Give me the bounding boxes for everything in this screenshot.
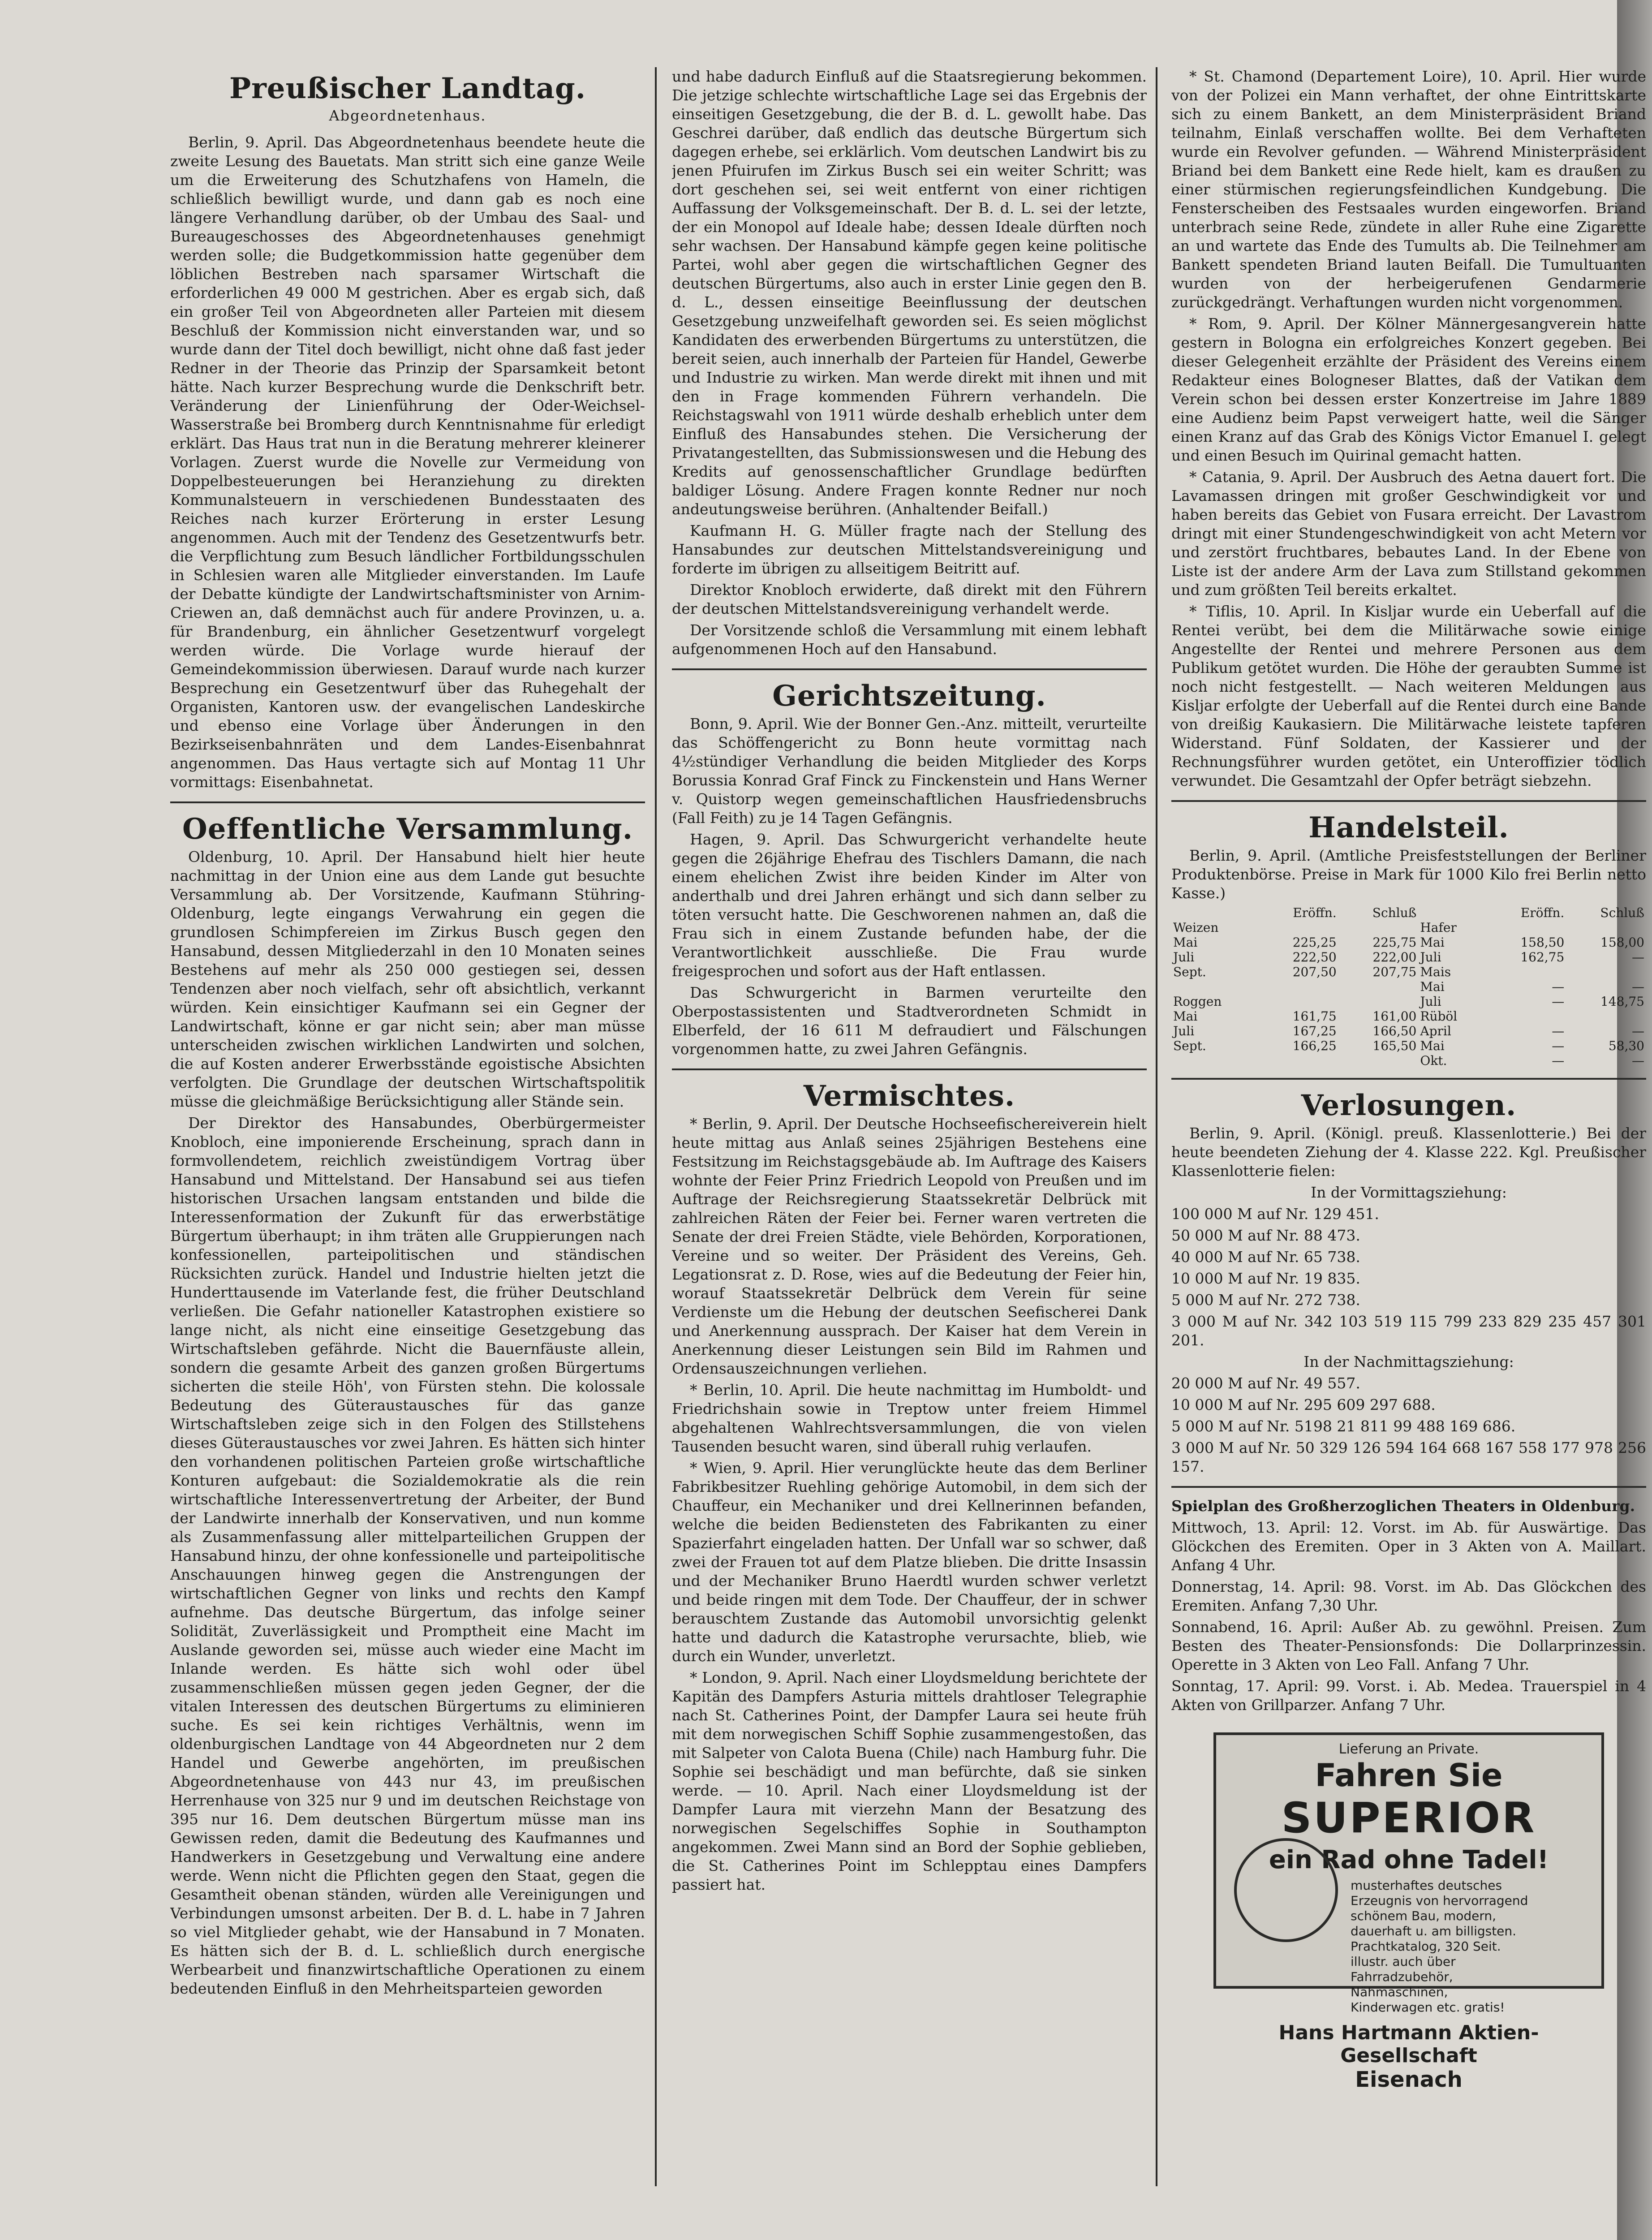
section-rule xyxy=(1171,1078,1646,1080)
price-table-header xyxy=(1171,905,1646,920)
price-cell xyxy=(1259,979,1338,994)
list-item: Sonnabend, 16. April: Außer Ab. zu gewöhnl. Preisen. Zum Besten des Theater-Pensionsfonds: Die Dollarprinzessin. Operette in 3 Akten von Leo Fall. Anfang 7 Uhr. xyxy=(1171,1618,1646,1673)
news-paragraph: * St. Chamond (Departement Loire), 10. April. Hier wurde von der Polizei ein Mann verhaftet, der ohne Eintrittskarte sich zu einem Bankett, an dem Ministerpräsident Briand teilnahm, Einlaß verschaffen wollte. Bei dem Verhafteten wurde ein Revolver gefunden. — Während Ministerpräsident Briand bei dem Bankett eine Rede hielt, kam es draußen zu einer stürmischen regierungsfeindlichen Kundgebung. Die Fensterscheiben des Festsaales wurden eingeworfen. Briand unterbrach seine Rede, zündete in aller Ruhe eine Zigarette an und wartete das Ende des Tumults ab. Die Teilnehmer am Bankett spendeten Briand lauten Beifall. Die Tumultuanten wurden von der herbeigerufenen Gendarmerie zurückgedrängt. Verhaftungen wurden nicht vorgenommen. xyxy=(1171,68,1646,311)
list-item: 40 000 M auf Nr. 65 738. xyxy=(1171,1248,1360,1266)
price-cell xyxy=(1487,920,1566,935)
ad-slogan: ein Rad ohne Tadel! xyxy=(1269,1845,1549,1874)
ad-company: Hans Hartmann Aktien-Gesellschaft xyxy=(1278,2021,1539,2067)
price-cell: Mai xyxy=(1420,979,1445,994)
spielplan-heading: Spielplan des Großherzoglichen Theaters in Oldenburg. xyxy=(1171,1497,1635,1515)
table-row xyxy=(1171,965,1646,979)
price-table-header-cell xyxy=(1171,905,1259,920)
verlosungen-intro: Berlin, 9. April. (Königl. preuß. Klassenlotterie.) Bei der heute beendeten Ziehung der 4. Klasse 222. Kgl. Preußischer Klassenlotterie fielen: xyxy=(1171,1124,1646,1180)
price-cell: 167,25 xyxy=(1292,1024,1337,1038)
price-table-header-cell: Eröffn. xyxy=(1520,905,1565,920)
list-item: 3 000 M auf Nr. 342 103 519 115 799 233 829 235 457 301 201. xyxy=(1171,1313,1646,1349)
price-cell xyxy=(1338,920,1419,935)
table-row xyxy=(1171,1009,1646,1024)
price-cell: 158,00 xyxy=(1600,935,1644,950)
table-row xyxy=(1171,935,1646,950)
section-rule xyxy=(672,1068,1147,1070)
price-cell: 207,75 xyxy=(1372,965,1417,979)
price-cell xyxy=(1566,920,1646,935)
price-cell: 165,50 xyxy=(1372,1038,1417,1053)
price-table-header-cell: Eröffn. xyxy=(1293,905,1337,920)
ad-body: musterhaftes deutsches Erzeugnis von hervorragend schönem Bau, modern, dauerhaft u. am billigsten. Prachtkatalog, 320 Seit. illustr. auch über Fahrradzubehör, Nähmaschinen, Kinderwagen etc. gratis! xyxy=(1351,1878,1528,2015)
ad-fahren: Fahren Sie xyxy=(1315,1757,1503,1794)
ad-brand: SUPERIOR xyxy=(1281,1794,1536,1843)
price-cell: Juli xyxy=(1420,950,1441,965)
price-cell: Juli xyxy=(1420,994,1441,1009)
price-cell: 166,25 xyxy=(1292,1038,1337,1053)
price-cell: 222,50 xyxy=(1292,950,1337,965)
price-cell: 158,50 xyxy=(1520,935,1565,950)
table-row xyxy=(1171,920,1646,935)
spielplan-list xyxy=(1171,1518,1646,1714)
vermischtes-heading: Vermischtes. xyxy=(803,1079,1015,1113)
gericht-heading: Gerichtszeitung. xyxy=(772,679,1046,713)
list-item: 100 000 M auf Nr. 129 451. xyxy=(1171,1205,1379,1223)
price-cell: 222,00 xyxy=(1372,950,1417,965)
price-cell: 58,30 xyxy=(1608,1038,1644,1053)
price-table xyxy=(1171,905,1646,1068)
price-cell: April xyxy=(1420,1024,1451,1038)
price-table-header-cell: Schluß xyxy=(1372,905,1417,920)
price-cell: 162,75 xyxy=(1520,950,1565,965)
price-cell xyxy=(1259,1053,1338,1068)
price-cell: Hafer xyxy=(1420,920,1457,935)
list-item: 20 000 M auf Nr. 49 557. xyxy=(1171,1374,1360,1392)
price-cell xyxy=(1171,979,1259,994)
price-cell: Mai xyxy=(1173,935,1198,950)
ad-top-line: Lieferung an Private. xyxy=(1338,1741,1479,1757)
versammlung-paragraph: Direktor Knobloch erwiderte, daß direkt mit den Führern der deutschen Mittelstandsvereinigung verhandelt werde. xyxy=(672,581,1147,617)
verlosungen-heading: Verlosungen. xyxy=(1301,1089,1517,1122)
section-rule xyxy=(1171,1486,1646,1488)
price-cell: Sept. xyxy=(1173,965,1206,979)
table-row xyxy=(1171,950,1646,965)
list-item: 10 000 M auf Nr. 19 835. xyxy=(1171,1270,1360,1287)
price-cell: — xyxy=(1632,950,1644,965)
vermischtes-paragraph: * Wien, 9. April. Hier verunglückte heute das dem Berliner Fabrikbesitzer Ruehling gehörige Automobil, in dem sich der Chauffeur, ein Mechaniker und drei Kellnerinnen befanden, welche die beiden Bediensteten des Fabrikanten zu einer Spazierfahrt eingeladen hatten. Der Unfall war so schwer, daß zwei der Frauen tot auf dem Platze blieben. Die dritte Insassin und der Mechaniker Bruno Haerdtl wurden schwer verletzt und beide ringen mit dem Tode. Der Chauffeur, der in schwer berauschtem Zustande das Automobil unvorsichtig gelenkt hatte und dadurch die Katastrophe verursachte, blieb, wie durch ein Wunder, unverletzt. xyxy=(672,1459,1147,1665)
price-cell xyxy=(1487,1009,1566,1024)
price-cell xyxy=(1487,965,1566,979)
price-cell: — xyxy=(1632,1053,1644,1068)
list-item: 10 000 M auf Nr. 295 609 297 688. xyxy=(1171,1396,1436,1413)
price-cell xyxy=(1338,994,1419,1009)
price-cell: — xyxy=(1552,1038,1565,1053)
column-1 xyxy=(170,67,645,2213)
list-item: 5 000 M auf Nr. 272 738. xyxy=(1171,1291,1360,1309)
gericht-paragraph: Bonn, 9. April. Wie der Bonner Gen.-Anz. mitteilt, verurteilte das Schöffengericht zu Bonn heute vormittag nach 4½stündiger Verhandlung die beiden Mitglieder des Korps Borussia Konrad Graf Finck zu Finckenstein und Hans Werner v. Quistorp wegen gemeinschaftlichen Hausfriedensbruchs (Fall Feith) zu je 14 Tagen Gefängnis. xyxy=(672,715,1147,827)
vermischtes-paragraph: * London, 9. April. Nach einer Lloydsmeldung berichtete der Kapitän des Dampfers Asturia mittels drahtloser Telegraphie nach St. Catherines Point, der Dampfer Laura sei heute früh mit dem norwegischen Schiff Sophie zusammengestoßen, das mit Salpeter von Calota Buena (Chile) nach Hamburg fuhr. Die Sophie sei beschädigt und man befürchte, daß sie sinken werde. — 10. April. Nach einer Lloydsmeldung ist der Dampfer Laura mit vierzehn Mann der Besatzung des norwegischen Segelschiffes Sophie in Southampton angekommen. Zwei Mann sind an Bord der Sophie geblieben, die St. Catherines Point im Schlepptau eines Dampfers passiert hat. xyxy=(672,1669,1147,1893)
table-row xyxy=(1171,1038,1646,1053)
section-rule xyxy=(1171,800,1646,802)
column-rule-1 xyxy=(655,67,657,2186)
list-item: Donnerstag, 14. April: 98. Vorst. im Ab. Das Glöckchen des Eremiten. Anfang 7,30 Uhr. xyxy=(1171,1578,1646,1614)
list-item: Sonntag, 17. April: 99. Vorst. i. Ab. Medea. Trauerspiel in 4 Akten von Grillparzer. Anfang 7 Uhr. xyxy=(1171,1677,1646,1714)
versammlung-paragraph: Oldenburg, 10. April. Der Hansabund hielt hier heute nachmittag in der Union eine aus dem Lande gut besuchte Versammlung ab. Der Vorsitzende, Kaufmann Stühring-Oldenburg, legte eingangs Verwahrung ein gegen die grundlosen Schimpfereien im Zirkus Busch gegen den Hansabund, dessen Mitgliederzahl in den 10 Monaten seines Bestehens auf mehr als 250 000 gestiegen sei, dessen Tendenzen aber noch vielfach, sehr oft absichtlich, verkannt würden. Kein einsichtiger Kaufmann sei ein Gegner der Landwirtschaft, könne er gar nicht sein; aber man müsse unterscheiden zwischen wirklichen Landwirten und solchen, die auf Kosten anderer Erwerbsstände egoistische Absichten verfolgten. Die Grundlage der deutschen Wirtschaftspolitik müsse die gleichmäßige Berücksichtigung aller Stände sein. xyxy=(170,848,645,1110)
versammlung-paragraph: Kaufmann H. G. Müller fragte nach der Stellung des Hansabundes zur deutschen Mittelstandsvereinigung und forderte im übrigen zu allseitigem Beitritt auf. xyxy=(672,522,1147,577)
vermischtes-paragraph: * Berlin, 10. April. Die heute nachmittag im Humboldt- und Friedrichshain sowie in Treptow unter freiem Himmel abgehaltenen Wahlrechtsversammlungen, die von vielen Tausenden besucht waren, sind überall ruhig verlaufen. xyxy=(672,1381,1147,1455)
price-cell: Rüböl xyxy=(1420,1009,1458,1024)
news-paragraph: * Tiflis, 10. April. In Kisljar wurde ein Ueberfall auf die Rentei verübt, bei dem die Militärwache sowie einige Angestellte der Rentei und mehrere Personen aus dem Publikum getötet wurden. Die Höhe der geraubten Summe ist noch nicht festgestellt. — Nach weiteren Meldungen aus Kisljar erfolgte der Ueberfall auf die Rentei durch eine Bande von dreißig Kaukasiern. Die Militärwache leistete tapferen Widerstand. Fünf Soldaten, der Kassierer und der Rechnungsführer wurden getötet, ein Unteroffizier tödlich verwundet. Die Gesamtzahl der Opfer beträgt siebzehn. xyxy=(1171,603,1646,789)
price-cell: — xyxy=(1632,1024,1644,1038)
verlosungen-list xyxy=(1171,1183,1646,1476)
price-cell xyxy=(1259,994,1338,1009)
price-cell xyxy=(1566,965,1646,979)
versammlung-heading: Oeffentliche Versammlung. xyxy=(182,812,633,846)
price-cell: Sept. xyxy=(1173,1038,1206,1053)
price-cell: Juli xyxy=(1173,950,1195,965)
price-cell: — xyxy=(1552,1024,1565,1038)
price-cell: 207,50 xyxy=(1292,965,1337,979)
section-rule xyxy=(170,801,645,803)
price-cell: Mai xyxy=(1173,1009,1198,1024)
column-2 xyxy=(672,67,1147,2213)
list-item: Mittwoch, 13. April: 12. Vorst. im Ab. für Auswärtige. Das Glöckchen des Eremiten. Oper in 3 Akten von A. Maillart. Anfang 4 Uhr. xyxy=(1171,1519,1646,1574)
ad-city: Eisenach xyxy=(1355,2067,1463,2092)
gericht-paragraph: Das Schwurgericht in Barmen verurteilte den Oberpostassistenten und Stadtverordneten Schmidt in Elberfeld, der 16 611 M defraudiert und Fälschungen vorgenommen hatte, zu zwei Jahren Gefängnis. xyxy=(672,984,1147,1058)
price-cell: Mai xyxy=(1420,935,1445,950)
price-cell: — xyxy=(1552,979,1565,994)
bicycle-wheel-icon xyxy=(1234,1838,1338,1942)
price-cell xyxy=(1338,979,1419,994)
versammlung-paragraph: Der Direktor des Hansabundes, Oberbürgermeister Knobloch, eine imponierende Erscheinung, sprach dann in formvollendetem, reichlich zweistündigem Vortrag über Hansabund und Mittelstand. Der Hansabund sei aus tiefen historischen Ursachen langsam entstanden und bilde die Interessenformation der Zukunft für das erwerbstätige Bürgertum überhaupt; in ihm träten alle Gruppierungen nach konfessionellen, parteipolitischen und ständischen Rücksichten zurück. Handel und Industrie hielten jetzt die Hunderttausende im Vaterlande fest, die früher Deutschland verließen. Die Gefahr nationeller Katastrophen existiere so lange nicht, als nicht eine einseitige Gesetzgebung das Wirtschaftsleben gefährde. Nicht die Bauernfäuste allein, sondern die gesamte Arbeit des ganzen großen Bürgertums sicherten die steile Höh', von Fürsten stehn. Die kolossale Bedeutung des Güteraustausches für das ganze Wirtschaftsleben zeige sich in den Folgen des Stillstehens dieses Güteraustausches vor zwei Jahren. Es hätten sich hinter den vorhandenen politischen Parteien große wirtschaftliche Konturen aufgebaut: die Sozialdemokratie als die rein wirtschaftliche Interessenvertretung der Arbeiter, der Bund der Landwirte innerhalb der Konservativen, und nun komme als Zusammenfassung aller mittelparteilichen Gruppen der Hansabund hinzu, der ohne konfessionelle und parteipolitische Anschauungen hinweg gegen die Anstrengungen der wirtschaftlichen Gegner von links und rechts den Kampf aufnehme. Das deutsche Bürgertum, das infolge seiner Solidität, Zuverlässigkeit und Promptheit eine Macht im Auslande geworden sei, müsse auch wieder eine Macht im Inlande werden. Es hätte sich wohl oder übel zusammenschließen müssen gegen jeden Gegner, der die vitalen Interessen des deutschen Bürgertums zu eliminieren suche. Es sei kein richtiges Verhältnis, wenn im oldenburgischen Landtage von 44 Abgeordneten nur 2 dem Handel und Gewerbe angehörten, im preußischen Abgeordnetenhause von 443 nur 43, im preußischen Herrenhause von 325 nur 9 und im deutschen Reichstage von 395 nur 16. Dem deutschen Bürgertum müsse man ins Gewissen reden, damit die Bedeutung des Kaufmannes und Handwerkers in Gesetzgebung und Verwaltung eine andere werde. Wenn nicht die Pflichten gegen den Staat, gegen die Gesamtheit obenan ständen, würden alle Vereinigungen und Verbindungen umsonst arbeiten. Der B. d. L. habe in 7 Jahren so viel Mitglieder gehabt, wie der Hansabund in 7 Monaten. Es hätten sich der B. d. L. schließlich durch energische Werbearbeit und finanzwirtschaftliche Operationen zu einem bedeutenden Einfluß in den Mehrheitsparteien geworden xyxy=(170,1114,645,1997)
column-rule-2 xyxy=(1156,67,1157,2186)
price-table-header-cell xyxy=(1418,905,1486,920)
versammlung-paragraph: Der Vorsitzende schloß die Versammlung mit einem lebhaft aufgenommenen Hoch auf den Hansabund. xyxy=(672,621,1147,658)
price-cell xyxy=(1171,1053,1259,1068)
superior-advertisement xyxy=(1213,1732,1604,2092)
price-cell: Okt. xyxy=(1420,1053,1447,1068)
price-cell: Mai xyxy=(1420,1038,1445,1053)
landtag-article: Berlin, 9. April. Das Abgeordnetenhaus beendete heute die zweite Lesung des Bauetats. Man stritt sich eine ganze Weile um die Erweiterung des Schutzhafens von Hameln, die schließlich bewilligt wurde, und dann gab es noch eine längere Verhandlung darüber, ob der Umbau des Saal- und Bureaugeschosses des Abgeordnetenhauses genehmigt werden solle; die Budgetkommission hatte gegenüber dem löblichen Bestreben nach sparsamer Wirtschaft die erforderlichen 49 000 M gestrichen. Aber es ergab sich, daß ein großer Teil von Abgeordneten aller Parteien mit diesem Beschluß der Kommission nicht einverstanden war, und so wurde dann der Titel doch bewilligt, nicht ohne daß fast jeder Redner in der Theorie das Prinzip der Sparsamkeit betont hätte. Nach kurzer Besprechung wurde die Denkschrift betr. Veränderung der Linienführung der Oder-Weichsel-Wasserstraße bei Bromberg durch Kenntnisnahme für erledigt erklärt. Das Haus trat nun in die Beratung mehrerer kleinerer Vorlagen. Zuerst wurde die Novelle zur Vermeidung von Doppelbesteuerungen bei Heranziehung zu direkten Kommunalsteuern in verschiedenen Bundesstaaten des Reiches nach kurzer Erörterung in erster Lesung angenommen. Auch mit der Tendenz des Gesetzentwurfs betr. die Verpflichtung zum Besuch ländlicher Fortbildungsschulen in Schlesien waren alle Mitglieder einverstanden. Im Laufe der Debatte kündigte der Landwirtschaftsminister von Arnim-Criewen an, daß demnächst auch für andere Provinzen, u. a. für Brandenburg, ein ähnlicher Gesetzentwurf vorgelegt werden würde. Die Vorlage wurde hierauf der Gemeindekommission überwiesen. Darauf wurde nach kurzer Besprechung ein Gesetzentwurf über das Ruhegehalt der Organisten, Kantoren usw. der evangelischen Landeskirche und ebenso eine Vorlage über Änderungen in den Bezirkseisenbahnräten und dem Landes-Eisenbahnrat angenommen. Das Haus vertagte sich auf Montag 11 Uhr vormittags: Eisenbahnetat. xyxy=(170,134,645,791)
price-cell: 166,50 xyxy=(1372,1024,1417,1038)
price-cell: — xyxy=(1632,979,1644,994)
vermischtes-paragraph: * Berlin, 9. April. Der Deutsche Hochseefischereiverein hielt heute mittag aus Anlaß seines 25jährigen Bestehens eine Festsitzung im Reichstagsgebäude ab. Im Auftrage des Kaisers wohnte der Feier Prinz Friedrich Leopold von Preußen und im Auftrage der Reichsregierung Staatssekretär Delbrück mit zahlreichen Räten der Feier bei. Ferner waren vertreten die Senate der drei Freien Städte, viele Behörden, Korporationen, Vereine und so weiter. Der Präsident des Vereins, Geh. Legationsrat z. D. Rose, wies auf die Bedeutung der Feier hin, worauf Staatssekretär Delbrück dem Verein für seine Verdienste um die Hebung der deutschen Seefischerei Dank und Anerkennung aussprach. Der Kaiser hat dem Verein in Anerkennung dieser Leistungen sein Bild im Rahmen und Ordensauszeichnungen verliehen. xyxy=(672,1115,1147,1377)
handel-heading: Handelsteil. xyxy=(1308,811,1509,844)
list-item: 3 000 M auf Nr. 50 329 126 594 164 668 167 558 177 978 256 157. xyxy=(1171,1439,1646,1475)
landtag-heading: Preußischer Landtag. xyxy=(229,72,586,105)
price-cell: 161,75 xyxy=(1292,1009,1337,1024)
table-row xyxy=(1171,979,1646,994)
price-cell: 161,00 xyxy=(1372,1009,1417,1024)
landtag-subheading: Abgeordnetenhaus. xyxy=(329,107,486,124)
news-paragraph: * Catania, 9. April. Der Ausbruch des Aetna dauert fort. Die Lavamassen dringen mit großer Geschwindigkeit vor und haben bereits das Gebiet von Fusara erreicht. Der Lavastrom dringt mit einer Stundengeschwindigkeit von acht Metern vor und zerstört fruchtbares, bebautes Land. In der Ebene von Liste ist der andere Arm der Lava zum Stillstand gekommen und zum größten Teil bereits erkaltet. xyxy=(1171,468,1646,599)
section-rule xyxy=(672,668,1147,670)
price-cell: Juli xyxy=(1173,1024,1195,1038)
price-table-header-cell: Schluß xyxy=(1600,905,1644,920)
price-cell xyxy=(1566,1009,1646,1024)
price-cell xyxy=(1338,1053,1419,1068)
price-cell: — xyxy=(1552,1053,1565,1068)
price-cell: 148,75 xyxy=(1600,994,1644,1009)
price-cell: Mais xyxy=(1420,965,1451,979)
column-3 xyxy=(1171,67,1646,2213)
list-item: 5 000 M auf Nr. 5198 21 811 99 488 169 686. xyxy=(1171,1417,1516,1435)
handel-intro: Berlin, 9. April. (Amtliche Preisfeststellungen der Berliner Produktenbörse. Preise in Mark für 1000 Kilo frei Berlin netto Kasse.) xyxy=(1171,847,1646,902)
nachmittag-label: In der Nachmittagsziehung: xyxy=(1304,1353,1514,1370)
price-cell: Roggen xyxy=(1173,994,1222,1009)
vormittag-label: In der Vormittagsziehung: xyxy=(1311,1184,1507,1201)
list-item: 50 000 M auf Nr. 88 473. xyxy=(1171,1227,1360,1244)
versammlung-continued: und habe dadurch Einfluß auf die Staatsregierung bekommen. Die jetzige schlechte wirtschaftliche Lage sei das Ergebnis der einseitigen Gesetzgebung, die der B. d. L. gewollt habe. Das Geschrei darüber, daß endlich das deutsche Bürgertum sich dagegen erhebe, sei erklärlich. Vom deutschen Landwirt bis zu jenen Pfuirufen im Zirkus Busch sei ein weiter Schritt; was dort geschehen sei, sei weit entfernt von einer richtigen Auffassung der Volksgemeinschaft. Der B. d. L. sei der letzte, der ein Monopol auf Ideale habe; dessen Ideale dürften noch sehr wachsen. Der Hansabund kämpfe gegen keine politische Partei, wohl aber gegen die wirtschaftlichen Gegner des deutschen Bürgertums, also auch in erster Linie gegen den B. d. L., dessen einseitige Beeinflussung der deutschen Gesetzgebung unzweifelhaft geworden sei. Es seien möglichst Kandidaten des erwerbenden Bürgertums zu unterstützen, die bereit seien, auch innerhalb der Parteien für Handel, Gewerbe und Industrie zu wirken. Man werde direkt mit ihnen und mit den in Frage kommenden Führern verhandeln. Die Reichstagswahl von 1911 würde deshalb erheblich unter dem Einfluß des Hansabundes stehen. Die Versicherung der Privatangestellten, das Submissionswesen und die Hebung des Kredits auf genossenschaftlicher Grundlage bedürften baldiger Lösung. Andere Fragen konnte Redner nur noch andeutungsweise berühren. (Anhaltender Beifall.) xyxy=(672,68,1147,518)
price-cell xyxy=(1259,920,1338,935)
news-paragraph: * Rom, 9. April. Der Kölner Männergesangverein hatte gestern in Bologna ein erfolgreiches Konzert gegeben. Bei dieser Gelegenheit erzählte der Präsident des Vereins einem Redakteur eines Bologneser Blattes, daß der Vatikan dem Verein schon bei dessen erster Konzertreise im Jahre 1889 eine Audienz beim Papst verweigert hatte, weil die Sänger einen Kranz auf das Grab des Königs Victor Emanuel I. gelegt und einen Besuch im Quirinal gemacht hatten. xyxy=(1171,315,1646,464)
table-row xyxy=(1171,994,1646,1009)
table-row xyxy=(1171,1024,1646,1038)
table-row xyxy=(1171,1053,1646,1068)
price-cell: 225,75 xyxy=(1372,935,1417,950)
price-cell: 225,25 xyxy=(1292,935,1337,950)
gericht-paragraph: Hagen, 9. April. Das Schwurgericht verhandelte heute gegen die 26jährige Ehefrau des Tischlers Damann, die nach einem ehelichen Zwist ihre beiden Kinder im Alter von anderthalb und drei Jahren erhängt und sich dann selber zu töten versucht hatte. Die Geschworenen nahmen an, daß die Frau sich in einem Zustande befunden habe, der die Verantwortlichkeit ausschließe. Die Frau wurde freigesprochen und sofort aus der Haft entlassen. xyxy=(672,831,1147,980)
price-cell: Weizen xyxy=(1173,920,1219,935)
price-cell: — xyxy=(1552,994,1565,1009)
